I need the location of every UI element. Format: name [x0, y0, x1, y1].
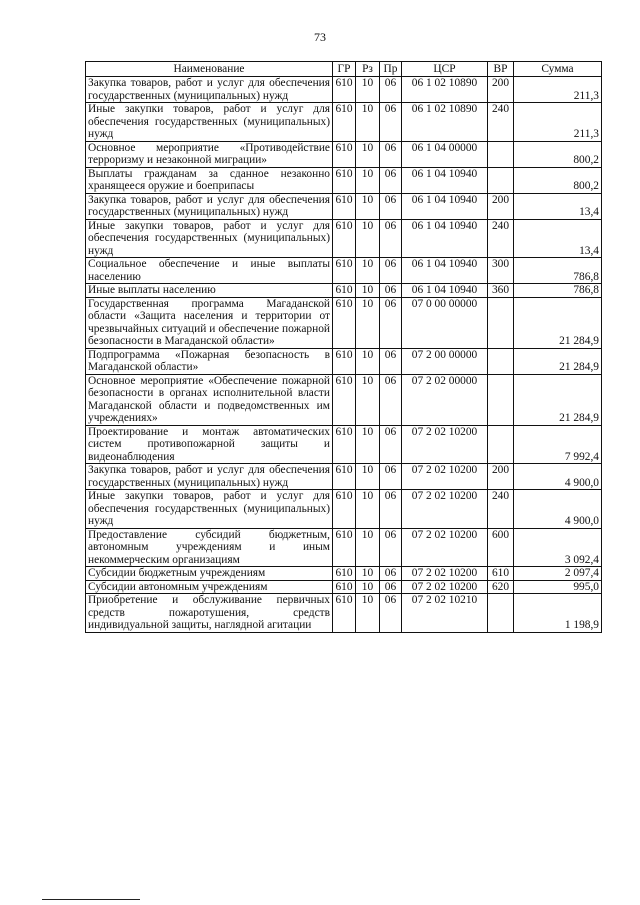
- cell-rz: 10: [356, 219, 380, 258]
- table-row: [86, 425, 602, 464]
- cell-pr: 06: [380, 528, 402, 567]
- cell-vr: [488, 425, 514, 464]
- cell-name: Выплаты гражданам за сданное незаконно хранящееся оружие и боеприпасы: [86, 167, 333, 193]
- cell-vr: 600: [488, 528, 514, 567]
- header-vr: ВР: [488, 62, 514, 77]
- table-row: [86, 528, 602, 567]
- header-rz: Рз: [356, 62, 380, 77]
- cell-pr: 06: [380, 464, 402, 490]
- cell-vr: [488, 348, 514, 374]
- cell-sum: 4 900,0: [514, 464, 602, 490]
- cell-gr: 610: [333, 348, 356, 374]
- cell-csr: 07 2 02 10200: [402, 425, 488, 464]
- cell-sum: 211,3: [514, 103, 602, 142]
- cell-gr: 610: [333, 425, 356, 464]
- cell-name: Закупка товаров, работ и услуг для обеспечения государственных (муниципальных) нужд: [86, 464, 333, 490]
- cell-csr: 07 2 02 10210: [402, 594, 488, 633]
- cell-vr: 610: [488, 567, 514, 581]
- cell-pr: 06: [380, 219, 402, 258]
- cell-vr: [488, 167, 514, 193]
- cell-pr: 06: [380, 258, 402, 284]
- cell-gr: 610: [333, 567, 356, 581]
- header-pr: Пр: [380, 62, 402, 77]
- cell-name: Иные выплаты населению: [86, 284, 333, 298]
- cell-gr: 610: [333, 297, 356, 348]
- cell-gr: 610: [333, 374, 356, 425]
- cell-csr: 06 1 04 00000: [402, 141, 488, 167]
- header-sum: Сумма: [514, 62, 602, 77]
- cell-csr: 07 2 02 10200: [402, 490, 488, 529]
- header-csr: ЦСР: [402, 62, 488, 77]
- cell-vr: [488, 594, 514, 633]
- cell-vr: [488, 374, 514, 425]
- cell-sum: 995,0: [514, 580, 602, 594]
- budget-table: [85, 61, 602, 633]
- cell-sum: 3 092,4: [514, 528, 602, 567]
- cell-sum: 800,2: [514, 141, 602, 167]
- cell-name: Социальное обеспечение и иные выплаты населению: [86, 258, 333, 284]
- cell-pr: 06: [380, 193, 402, 219]
- cell-pr: 06: [380, 374, 402, 425]
- cell-pr: 06: [380, 284, 402, 298]
- table-row: [86, 77, 602, 103]
- cell-csr: 06 1 04 10940: [402, 167, 488, 193]
- cell-vr: 240: [488, 103, 514, 142]
- cell-vr: 200: [488, 464, 514, 490]
- cell-pr: 06: [380, 580, 402, 594]
- cell-name: Подпрограмма «Пожарная безопасность в Магаданской области»: [86, 348, 333, 374]
- cell-rz: 10: [356, 464, 380, 490]
- cell-rz: 10: [356, 374, 380, 425]
- table-row: [86, 103, 602, 142]
- cell-rz: 10: [356, 167, 380, 193]
- cell-pr: 06: [380, 567, 402, 581]
- cell-rz: 10: [356, 141, 380, 167]
- cell-vr: [488, 141, 514, 167]
- cell-sum: 21 284,9: [514, 348, 602, 374]
- cell-vr: 240: [488, 219, 514, 258]
- cell-sum: 7 992,4: [514, 425, 602, 464]
- cell-sum: 4 900,0: [514, 490, 602, 529]
- cell-sum: 1 198,9: [514, 594, 602, 633]
- cell-gr: 610: [333, 528, 356, 567]
- cell-sum: 2 097,4: [514, 567, 602, 581]
- table-row: [86, 193, 602, 219]
- cell-sum: 786,8: [514, 284, 602, 298]
- cell-gr: 610: [333, 464, 356, 490]
- cell-pr: 06: [380, 103, 402, 142]
- page-number: 73: [314, 30, 326, 44]
- table-row: [86, 258, 602, 284]
- cell-name: Основное мероприятие «Обеспечение пожарной безопасности в органах исполнительной власти Магаданской области и подведомственных им учреждениях»: [86, 374, 333, 425]
- cell-vr: 360: [488, 284, 514, 298]
- table-row: [86, 374, 602, 425]
- cell-pr: 06: [380, 425, 402, 464]
- cell-gr: 610: [333, 103, 356, 142]
- cell-vr: 200: [488, 77, 514, 103]
- table-row: [86, 594, 602, 633]
- footnote-divider: [42, 899, 140, 900]
- cell-name: Иные закупки товаров, работ и услуг для обеспечения государственных (муниципальных) нужд: [86, 103, 333, 142]
- cell-name: Предоставление субсидий бюджетным, автономным учреждениям и иным некоммерческим организациям: [86, 528, 333, 567]
- cell-csr: 06 1 02 10890: [402, 77, 488, 103]
- cell-gr: 610: [333, 258, 356, 284]
- cell-csr: 07 2 02 10200: [402, 464, 488, 490]
- cell-rz: 10: [356, 193, 380, 219]
- cell-pr: 06: [380, 490, 402, 529]
- cell-name: Иные закупки товаров, работ и услуг для обеспечения государственных (муниципальных) нужд: [86, 219, 333, 258]
- cell-sum: 21 284,9: [514, 374, 602, 425]
- cell-gr: 610: [333, 193, 356, 219]
- cell-pr: 06: [380, 297, 402, 348]
- cell-csr: 07 2 00 00000: [402, 348, 488, 374]
- cell-rz: 10: [356, 567, 380, 581]
- table-row: [86, 580, 602, 594]
- table-row: [86, 141, 602, 167]
- cell-name: Государственная программа Магаданской области «Защита населения и территории от чрезвычайных ситуаций и обеспечение пожарной безопасности в Магаданской области»: [86, 297, 333, 348]
- cell-csr: 06 1 04 10940: [402, 219, 488, 258]
- cell-pr: 06: [380, 594, 402, 633]
- cell-gr: 610: [333, 594, 356, 633]
- cell-rz: 10: [356, 490, 380, 529]
- table-header-row: [86, 62, 602, 77]
- cell-sum: 21 284,9: [514, 297, 602, 348]
- table-row: [86, 219, 602, 258]
- cell-name: Иные закупки товаров, работ и услуг для обеспечения государственных (муниципальных) нужд: [86, 490, 333, 529]
- cell-gr: 610: [333, 141, 356, 167]
- table-row: [86, 167, 602, 193]
- cell-name: Закупка товаров, работ и услуг для обеспечения государственных (муниципальных) нужд: [86, 193, 333, 219]
- cell-name: Субсидии бюджетным учреждениям: [86, 567, 333, 581]
- cell-pr: 06: [380, 77, 402, 103]
- cell-csr: 06 1 04 10940: [402, 258, 488, 284]
- cell-csr: 07 2 02 10200: [402, 567, 488, 581]
- cell-gr: 610: [333, 219, 356, 258]
- cell-rz: 10: [356, 425, 380, 464]
- cell-pr: 06: [380, 167, 402, 193]
- cell-rz: 10: [356, 297, 380, 348]
- cell-name: Проектирование и монтаж автоматических систем противопожарной защиты и видеонаблюдения: [86, 425, 333, 464]
- cell-pr: 06: [380, 141, 402, 167]
- cell-csr: 06 1 04 10940: [402, 284, 488, 298]
- cell-rz: 10: [356, 348, 380, 374]
- cell-rz: 10: [356, 528, 380, 567]
- cell-name: Закупка товаров, работ и услуг для обеспечения государственных (муниципальных) нужд: [86, 77, 333, 103]
- cell-rz: 10: [356, 258, 380, 284]
- cell-pr: 06: [380, 348, 402, 374]
- cell-csr: 07 2 02 10200: [402, 580, 488, 594]
- cell-gr: 610: [333, 167, 356, 193]
- cell-gr: 610: [333, 77, 356, 103]
- cell-vr: 620: [488, 580, 514, 594]
- cell-csr: 06 1 02 10890: [402, 103, 488, 142]
- cell-rz: 10: [356, 77, 380, 103]
- cell-name: Субсидии автономным учреждениям: [86, 580, 333, 594]
- cell-csr: 06 1 04 10940: [402, 193, 488, 219]
- cell-rz: 10: [356, 284, 380, 298]
- cell-vr: [488, 297, 514, 348]
- table-row: [86, 567, 602, 581]
- cell-rz: 10: [356, 103, 380, 142]
- cell-sum: 800,2: [514, 167, 602, 193]
- cell-sum: 13,4: [514, 193, 602, 219]
- cell-csr: 07 0 00 00000: [402, 297, 488, 348]
- cell-vr: 200: [488, 193, 514, 219]
- header-gr: ГР: [333, 62, 356, 77]
- cell-rz: 10: [356, 594, 380, 633]
- table-body: [86, 77, 602, 633]
- cell-sum: 786,8: [514, 258, 602, 284]
- cell-gr: 610: [333, 284, 356, 298]
- cell-name: Основное мероприятие «Противодействие терроризму и незаконной миграции»: [86, 141, 333, 167]
- cell-name: Приобретение и обслуживание первичных средств пожаротушения, средств индивидуальной защиты, наглядной агитации: [86, 594, 333, 633]
- cell-vr: 300: [488, 258, 514, 284]
- table-row: [86, 284, 602, 298]
- cell-gr: 610: [333, 580, 356, 594]
- cell-csr: 07 2 02 10200: [402, 528, 488, 567]
- cell-rz: 10: [356, 580, 380, 594]
- table-row: [86, 490, 602, 529]
- cell-sum: 13,4: [514, 219, 602, 258]
- cell-gr: 610: [333, 490, 356, 529]
- table-row: [86, 464, 602, 490]
- cell-sum: 211,3: [514, 77, 602, 103]
- cell-csr: 07 2 02 00000: [402, 374, 488, 425]
- cell-vr: 240: [488, 490, 514, 529]
- table-row: [86, 297, 602, 348]
- header-name: Наименование: [86, 62, 333, 77]
- table-row: [86, 348, 602, 374]
